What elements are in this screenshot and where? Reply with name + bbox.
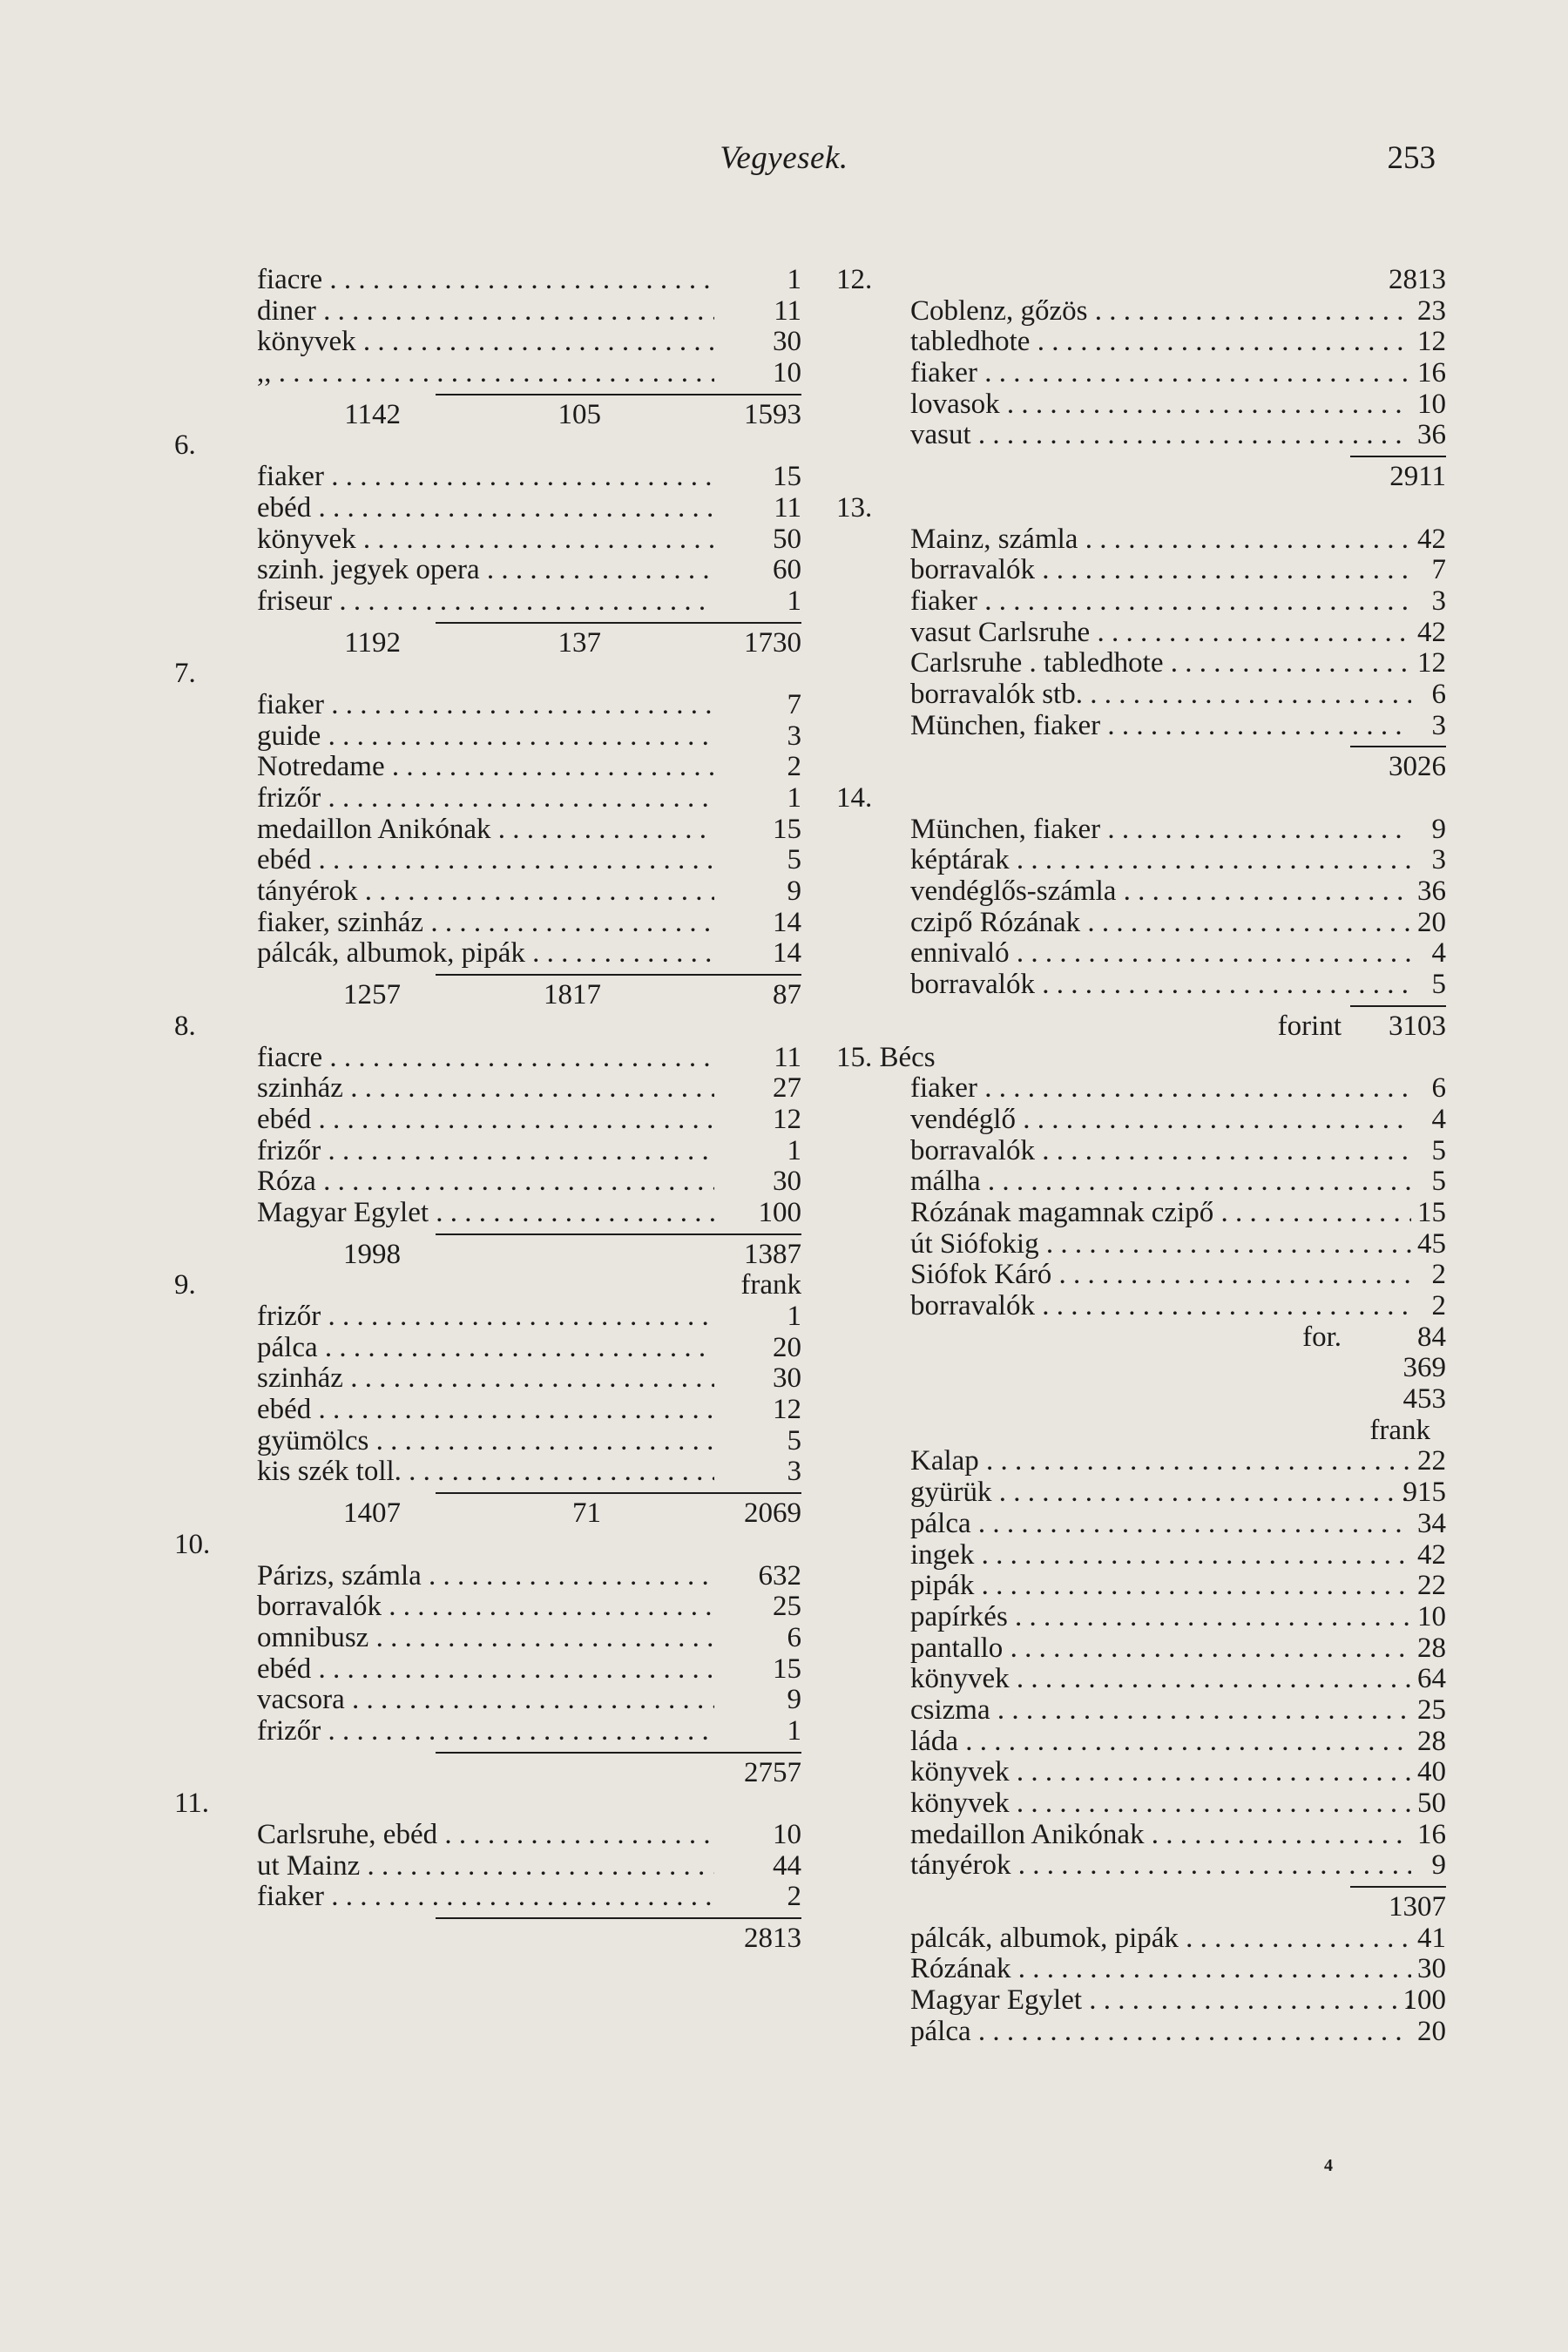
totals-row: 2813 bbox=[744, 1923, 801, 1955]
ledger-row: omnibusz . . . 6 bbox=[174, 1623, 801, 1654]
ledger-row: gyümölcs . . . 5 bbox=[174, 1426, 801, 1457]
ledger-row: pálca . . . 20 bbox=[174, 1333, 801, 1364]
ledger-row: fiaker . . . 6 bbox=[836, 1073, 1446, 1105]
ledger-row: fiaker . . . 2 bbox=[174, 1882, 801, 1913]
ledger-row: szinház . . . 27 bbox=[174, 1073, 801, 1105]
totals-row: 3026 bbox=[1389, 751, 1446, 783]
ledger-row: Siófok Káró . . . 2 bbox=[836, 1260, 1446, 1291]
totals-row: 1257 1817 87 bbox=[343, 979, 801, 1011]
ledger-row: vendéglős-számla . . . 36 bbox=[836, 876, 1446, 908]
ledger-row: képtárak . . . 3 bbox=[836, 845, 1446, 876]
ledger-row: frizőr . . . 1 bbox=[174, 1301, 801, 1333]
sum-rule bbox=[174, 1913, 801, 1923]
ledger-row: Notredame . . . 2 bbox=[174, 752, 801, 783]
day-heading: 8. bbox=[174, 1010, 196, 1042]
ledger-row: lovasok . . . 10 bbox=[836, 389, 1446, 421]
totals-row: 1407 71 2069 bbox=[343, 1497, 801, 1530]
ledger-row: München, fiaker . . . 3 bbox=[836, 711, 1446, 742]
ledger-row: pálcák, albumok, pipák . . . 14 bbox=[174, 938, 801, 970]
sum-rule bbox=[836, 1001, 1446, 1011]
ledger-row: pantallo . . . 28 bbox=[836, 1633, 1446, 1665]
currency-label: forint bbox=[1277, 1010, 1342, 1042]
ledger-row: frizőr . . . 1 bbox=[174, 1136, 801, 1167]
ledger-left-column bbox=[174, 265, 801, 1955]
ledger-row: tányérok . . . 9 bbox=[836, 1850, 1446, 1882]
ledger-row: borravalók . . . 25 bbox=[174, 1592, 801, 1623]
ledger-row: Magyar Egylet . . . 100 bbox=[836, 1985, 1446, 2017]
printer-signature-mark: 4 bbox=[1324, 2156, 1333, 2175]
day-heading: 11. bbox=[174, 1788, 210, 1820]
ledger-row: gyürük . . . 915 bbox=[836, 1477, 1446, 1509]
ledger-row: fiaker . . . 15 bbox=[174, 462, 801, 493]
ledger-row: könyvek . . . 50 bbox=[836, 1788, 1446, 1820]
ledger-row: szinh. jegyek opera . . . 60 bbox=[174, 555, 801, 586]
ledger-row: Carlsruhe . tabledhote . . . 12 bbox=[836, 648, 1446, 679]
ledger-row: Rózának magamnak czipő . . . 15 bbox=[836, 1198, 1446, 1229]
ledger-row: fiaker . . . 16 bbox=[836, 358, 1446, 389]
ledger-row: borravalók . . . 7 bbox=[836, 555, 1446, 586]
ledger-row: Kalap . . . 22 bbox=[836, 1446, 1446, 1477]
ledger-row: könyvek . . . 30 bbox=[174, 327, 801, 358]
ledger-row: diner . . . 11 bbox=[174, 296, 801, 328]
ledger-row: fiacre . . . 11 bbox=[174, 1043, 801, 1074]
ledger-row: málha . . . 5 bbox=[836, 1166, 1446, 1198]
sum-rule bbox=[174, 1488, 801, 1498]
ledger-row: fiaker, szinház . . . 14 bbox=[174, 908, 801, 939]
ledger-row: Magyar Egylet . . . 100 bbox=[174, 1198, 801, 1229]
ledger-row: láda . . . 28 bbox=[836, 1727, 1446, 1758]
ledger-row: vendéglő . . . 4 bbox=[836, 1105, 1446, 1136]
ledger-row: könyvek . . . 64 bbox=[836, 1664, 1446, 1695]
running-head-title: Vegyesek. bbox=[720, 140, 848, 176]
ledger-row: borravalók . . . 5 bbox=[836, 970, 1446, 1001]
sum-rule bbox=[174, 970, 801, 980]
currency-label: for. bbox=[1302, 1321, 1342, 1353]
totals-row: 453 bbox=[1402, 1383, 1446, 1416]
ledger-row: Mainz, számla . . . 42 bbox=[836, 524, 1446, 556]
ledger-row: ebéd . . . 11 bbox=[174, 493, 801, 524]
totals-row: 2911 bbox=[1389, 461, 1446, 493]
ledger-row: ingek . . . 42 bbox=[836, 1540, 1446, 1571]
ledger-row: tabledhote . . . 12 bbox=[836, 327, 1446, 358]
ledger-row: Róza . . . 30 bbox=[174, 1166, 801, 1198]
ledger-row: csizma . . . 25 bbox=[836, 1695, 1446, 1727]
ledger-row: ebéd . . . 15 bbox=[174, 1654, 801, 1686]
ledger-row: Párizs, számla . . . 632 bbox=[174, 1561, 801, 1592]
ledger-row: vasut . . . 36 bbox=[836, 420, 1446, 451]
ledger-row: friseur . . . 1 bbox=[174, 586, 801, 618]
sum-rule bbox=[174, 1747, 801, 1758]
ledger-row: kis szék toll. . . . 3 bbox=[174, 1456, 801, 1488]
ledger-row: guide . . . 3 bbox=[174, 721, 801, 753]
ledger-row: ennivaló . . . 4 bbox=[836, 938, 1446, 970]
page-number: 253 bbox=[1387, 140, 1436, 176]
ledger-row: ebéd . . . 5 bbox=[174, 845, 801, 876]
ledger-row: papírkés . . . 10 bbox=[836, 1602, 1446, 1633]
ledger-row: könyvek . . . 40 bbox=[836, 1757, 1446, 1788]
day-heading: 7. bbox=[174, 658, 196, 690]
ledger-row: München, fiaker . . . 9 bbox=[836, 814, 1446, 846]
day-heading: 12. 2813 bbox=[836, 264, 1446, 295]
totals-row: for. 84 bbox=[1302, 1321, 1446, 1353]
day-heading: 6. bbox=[174, 429, 196, 462]
ledger-row: ,, . . . 10 bbox=[174, 358, 801, 389]
ledger-row: ebéd . . . 12 bbox=[174, 1105, 801, 1136]
ledger-row: út Siófokig . . . 45 bbox=[836, 1229, 1446, 1260]
day-heading: 10. bbox=[174, 1528, 211, 1560]
ledger-right-column bbox=[836, 265, 1446, 2048]
sum-rule bbox=[836, 451, 1446, 462]
currency-label: frank bbox=[740, 1269, 801, 1301]
currency-label: frank bbox=[1369, 1414, 1430, 1446]
ledger-row: borravalók . . . 2 bbox=[836, 1291, 1446, 1322]
ledger-row: czipő Rózának . . . 20 bbox=[836, 908, 1446, 939]
ledger-row: borravalók . . . 5 bbox=[836, 1136, 1446, 1167]
ledger-row: Carlsruhe, ebéd . . . 10 bbox=[174, 1820, 801, 1851]
sum-rule bbox=[836, 1882, 1446, 1892]
ledger-row: ebéd . . . 12 bbox=[174, 1395, 801, 1426]
ledger-row: Rózának . . . 30 bbox=[836, 1954, 1446, 1985]
ledger-row: pipák . . . 22 bbox=[836, 1571, 1446, 1602]
sum-rule bbox=[174, 389, 801, 400]
ledger-row: fiacre . . . 1 bbox=[174, 265, 801, 296]
day-heading: 9. frank bbox=[174, 1269, 801, 1301]
ledger-row: könyvek . . . 50 bbox=[174, 524, 801, 556]
ledger-row: pálcák, albumok, pipák . . . 41 bbox=[836, 1923, 1446, 1955]
ledger-row: borravalók stb. . . . 6 bbox=[836, 679, 1446, 711]
ledger-row: pálca . . . 20 bbox=[836, 2017, 1446, 2048]
ledger-row: vacsora . . . 9 bbox=[174, 1685, 801, 1716]
ledger-row: fiaker . . . 7 bbox=[174, 690, 801, 721]
totals-row: 2757 bbox=[744, 1756, 801, 1788]
ledger-row: pálca . . . 34 bbox=[836, 1509, 1446, 1540]
sum-rule bbox=[174, 1229, 801, 1240]
sum-rule bbox=[174, 618, 801, 628]
sum-rule bbox=[836, 741, 1446, 752]
totals-row: 369 bbox=[1402, 1352, 1446, 1384]
totals-row: 1192 137 1730 bbox=[344, 626, 801, 659]
ledger-row: medaillon Anikónak . . . 16 bbox=[836, 1820, 1446, 1851]
ledger-row: frizőr . . . 1 bbox=[174, 1716, 801, 1747]
ledger-row: medaillon Anikónak . . . 15 bbox=[174, 814, 801, 846]
ledger-row: fiaker . . . 3 bbox=[836, 586, 1446, 618]
ledger-row: tányérok . . . 9 bbox=[174, 876, 801, 908]
ledger-row: ut Mainz . . . 44 bbox=[174, 1851, 801, 1882]
totals-row: 1998 1387 bbox=[343, 1238, 801, 1270]
day-heading: 13. bbox=[836, 491, 873, 524]
totals-row: forint 3103 bbox=[1277, 1010, 1446, 1042]
day-heading: 14. bbox=[836, 782, 873, 814]
day-heading: 15. Bécs bbox=[836, 1041, 936, 1073]
currency-heading bbox=[836, 1416, 1446, 1447]
totals-row: 1307 bbox=[1389, 1891, 1446, 1923]
totals-row: 1142 105 1593 bbox=[344, 398, 801, 430]
ledger-row: szinház . . . 30 bbox=[174, 1363, 801, 1395]
ledger-row: frizőr . . . 1 bbox=[174, 783, 801, 814]
ledger-row: Coblenz, gőzös . . . 23 bbox=[836, 296, 1446, 328]
ledger-row: vasut Carlsruhe . . . 42 bbox=[836, 618, 1446, 649]
